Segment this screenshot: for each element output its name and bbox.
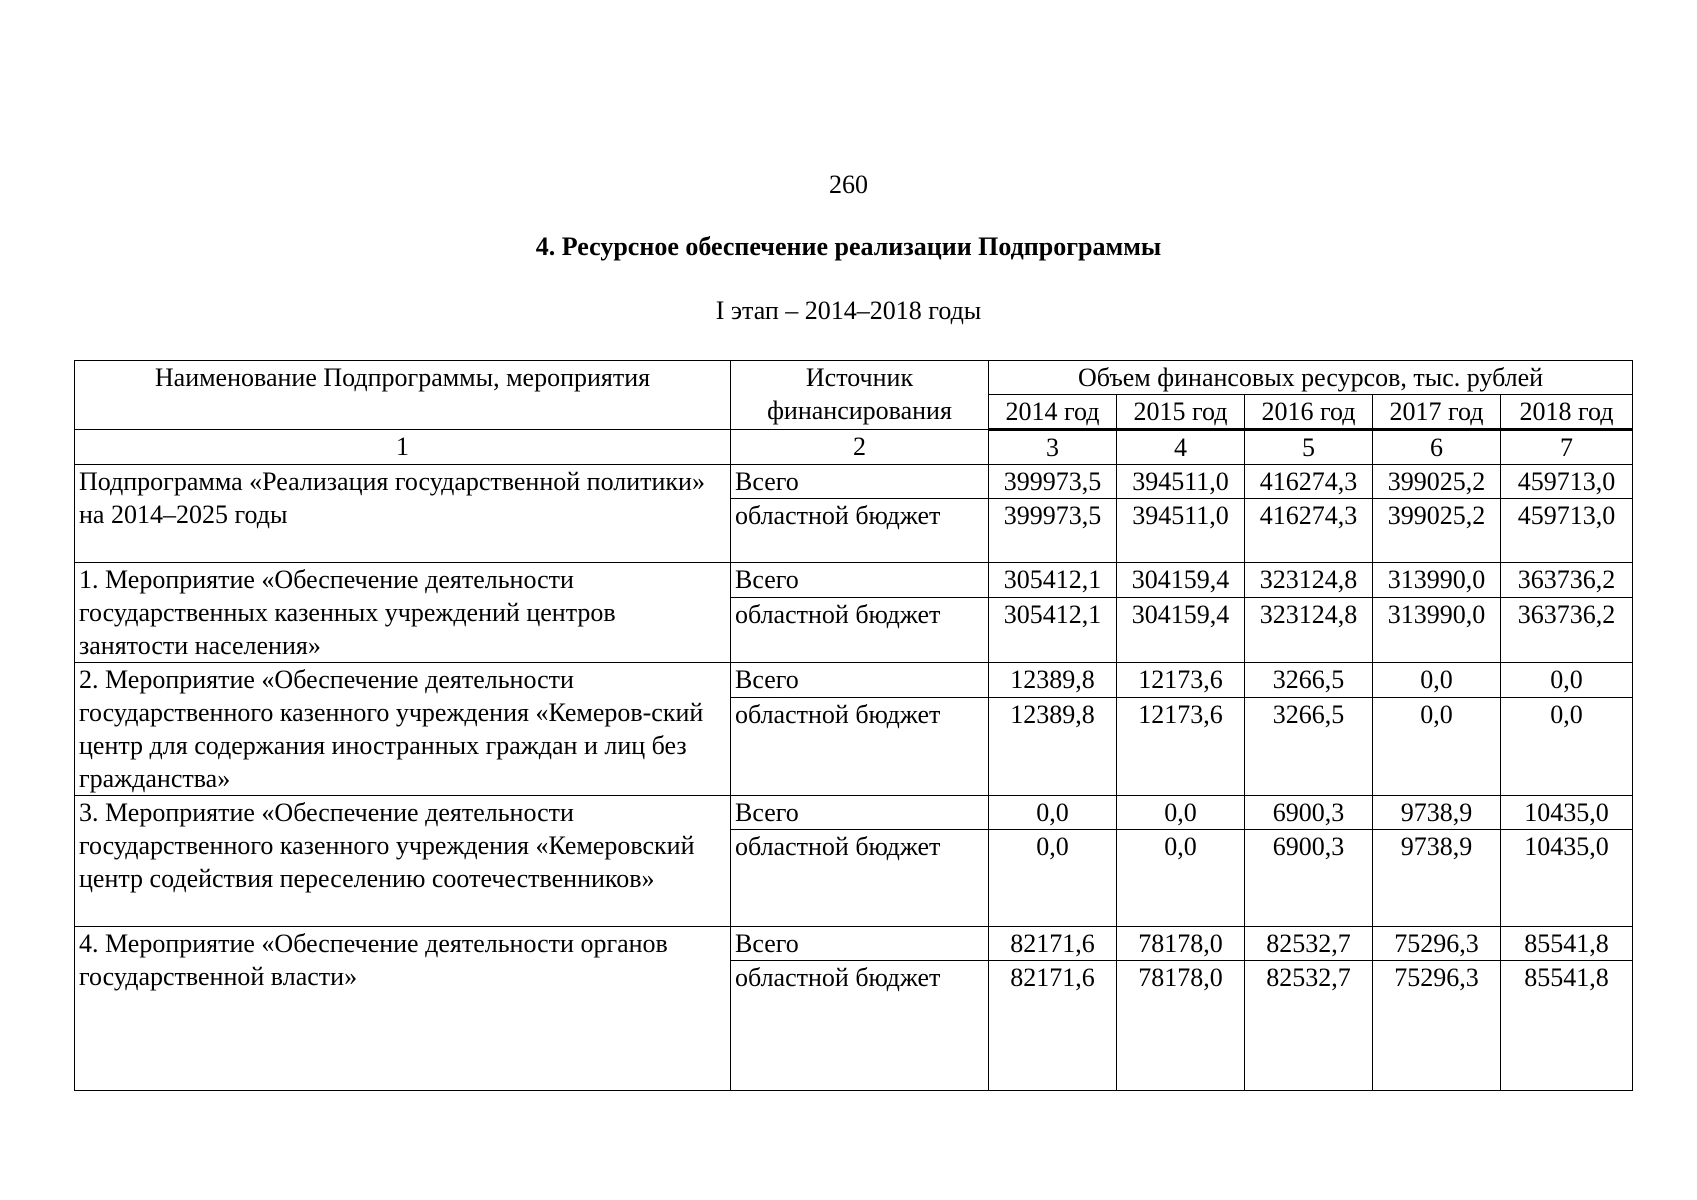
amount-cell: 363736,2 [1501,563,1633,598]
amount-cell: 416274,3 [1245,499,1373,563]
amount-cell: 85541,8 [1501,927,1633,961]
amount-cell: 0,0 [1117,830,1245,927]
amount-cell: 399973,5 [989,499,1117,563]
amount-cell: 394511,0 [1117,499,1245,563]
header-source-col: Источник финансирования [731,361,989,430]
funding-source: областной бюджет [731,499,989,563]
amount-cell: 78178,0 [1117,961,1245,1091]
header-year: 2018 год [1501,395,1633,430]
column-number: 1 [75,430,731,465]
funding-source: Всего [731,465,989,499]
measure-name: Подпрограмма «Реализация государственной политики» на 2014–2025 годы [75,465,731,563]
amount-cell: 10435,0 [1501,796,1633,830]
amount-cell: 459713,0 [1501,499,1633,563]
header-volume-col: Объем финансовых ресурсов, тыс. рублей [989,361,1633,395]
table-row [75,927,1633,961]
amount-cell: 6900,3 [1245,830,1373,927]
funding-source: Всего [731,796,989,830]
amount-cell: 399025,2 [1373,465,1501,499]
amount-cell: 313990,0 [1373,597,1501,662]
amount-cell: 9738,9 [1373,830,1501,927]
amount-cell: 78178,0 [1117,927,1245,961]
amount-cell: 0,0 [989,830,1117,927]
measure-name: 2. Мероприятие «Обеспечение деятельности государственного казенного учреждения «Кемеров-ский центр для содержания иностранных граждан и лиц без гражданства» [75,663,731,796]
funding-source: областной бюджет [731,830,989,927]
amount-cell: 12389,8 [989,697,1117,795]
amount-cell: 363736,2 [1501,597,1633,662]
amount-cell: 82171,6 [989,927,1117,961]
resource-table [74,360,1633,1091]
amount-cell: 313990,0 [1373,563,1501,598]
column-numbers-row [75,430,1633,465]
column-number: 4 [1117,430,1245,465]
measure-name: 4. Мероприятие «Обеспечение деятельности органов государственной власти» [75,927,731,1091]
amount-cell: 10435,0 [1501,830,1633,927]
amount-cell: 305412,1 [989,597,1117,662]
page-number: 260 [829,170,868,199]
header-year: 2016 год [1245,395,1373,430]
amount-cell: 75296,3 [1373,961,1501,1091]
funding-source: областной бюджет [731,961,989,1091]
amount-cell: 75296,3 [1373,927,1501,961]
measure-name: 3. Мероприятие «Обеспечение деятельности государственного казенного учреждения «Кемеровский центр содействия переселению соотечественников» [75,796,731,927]
funding-source: Всего [731,563,989,598]
funding-source: Всего [731,663,989,698]
amount-cell: 304159,4 [1117,597,1245,662]
amount-cell: 0,0 [989,796,1117,830]
amount-cell: 85541,8 [1501,961,1633,1091]
table-row [75,796,1633,830]
amount-cell: 0,0 [1117,796,1245,830]
amount-cell: 9738,9 [1373,796,1501,830]
amount-cell: 399025,2 [1373,499,1501,563]
amount-cell: 394511,0 [1117,465,1245,499]
column-number: 6 [1373,430,1501,465]
measure-name: 1. Мероприятие «Обеспечение деятельности государственных казенных учреждений центров занятости населения» [75,563,731,663]
table-row [75,663,1633,698]
table-row [75,465,1633,499]
column-number: 5 [1245,430,1373,465]
amount-cell: 82171,6 [989,961,1117,1091]
amount-cell: 0,0 [1501,697,1633,795]
header-row-top [75,361,1633,395]
header-year: 2017 год [1373,395,1501,430]
stage-title: I этап – 2014–2018 годы [715,296,982,325]
column-number: 7 [1501,430,1633,465]
amount-cell: 6900,3 [1245,796,1373,830]
amount-cell: 12173,6 [1117,663,1245,698]
amount-cell: 0,0 [1501,663,1633,698]
column-number: 2 [731,430,989,465]
column-number: 3 [989,430,1117,465]
section-title: 4. Ресурсное обеспечение реализации Подпрограммы [535,232,1162,261]
table-row [75,563,1633,598]
amount-cell: 12173,6 [1117,697,1245,795]
funding-source: Всего [731,927,989,961]
amount-cell: 82532,7 [1245,961,1373,1091]
header-year: 2014 год [989,395,1117,430]
amount-cell: 0,0 [1373,663,1501,698]
amount-cell: 82532,7 [1245,927,1373,961]
amount-cell: 304159,4 [1117,563,1245,598]
amount-cell: 323124,8 [1245,597,1373,662]
amount-cell: 3266,5 [1245,663,1373,698]
header-name-col: Наименование Подпрограммы, мероприятия [75,361,731,430]
amount-cell: 416274,3 [1245,465,1373,499]
header-year: 2015 год [1117,395,1245,430]
amount-cell: 3266,5 [1245,697,1373,795]
amount-cell: 459713,0 [1501,465,1633,499]
amount-cell: 323124,8 [1245,563,1373,598]
amount-cell: 12389,8 [989,663,1117,698]
funding-source: областной бюджет [731,597,989,662]
funding-source: областной бюджет [731,697,989,795]
amount-cell: 305412,1 [989,563,1117,598]
amount-cell: 0,0 [1373,697,1501,795]
amount-cell: 399973,5 [989,465,1117,499]
